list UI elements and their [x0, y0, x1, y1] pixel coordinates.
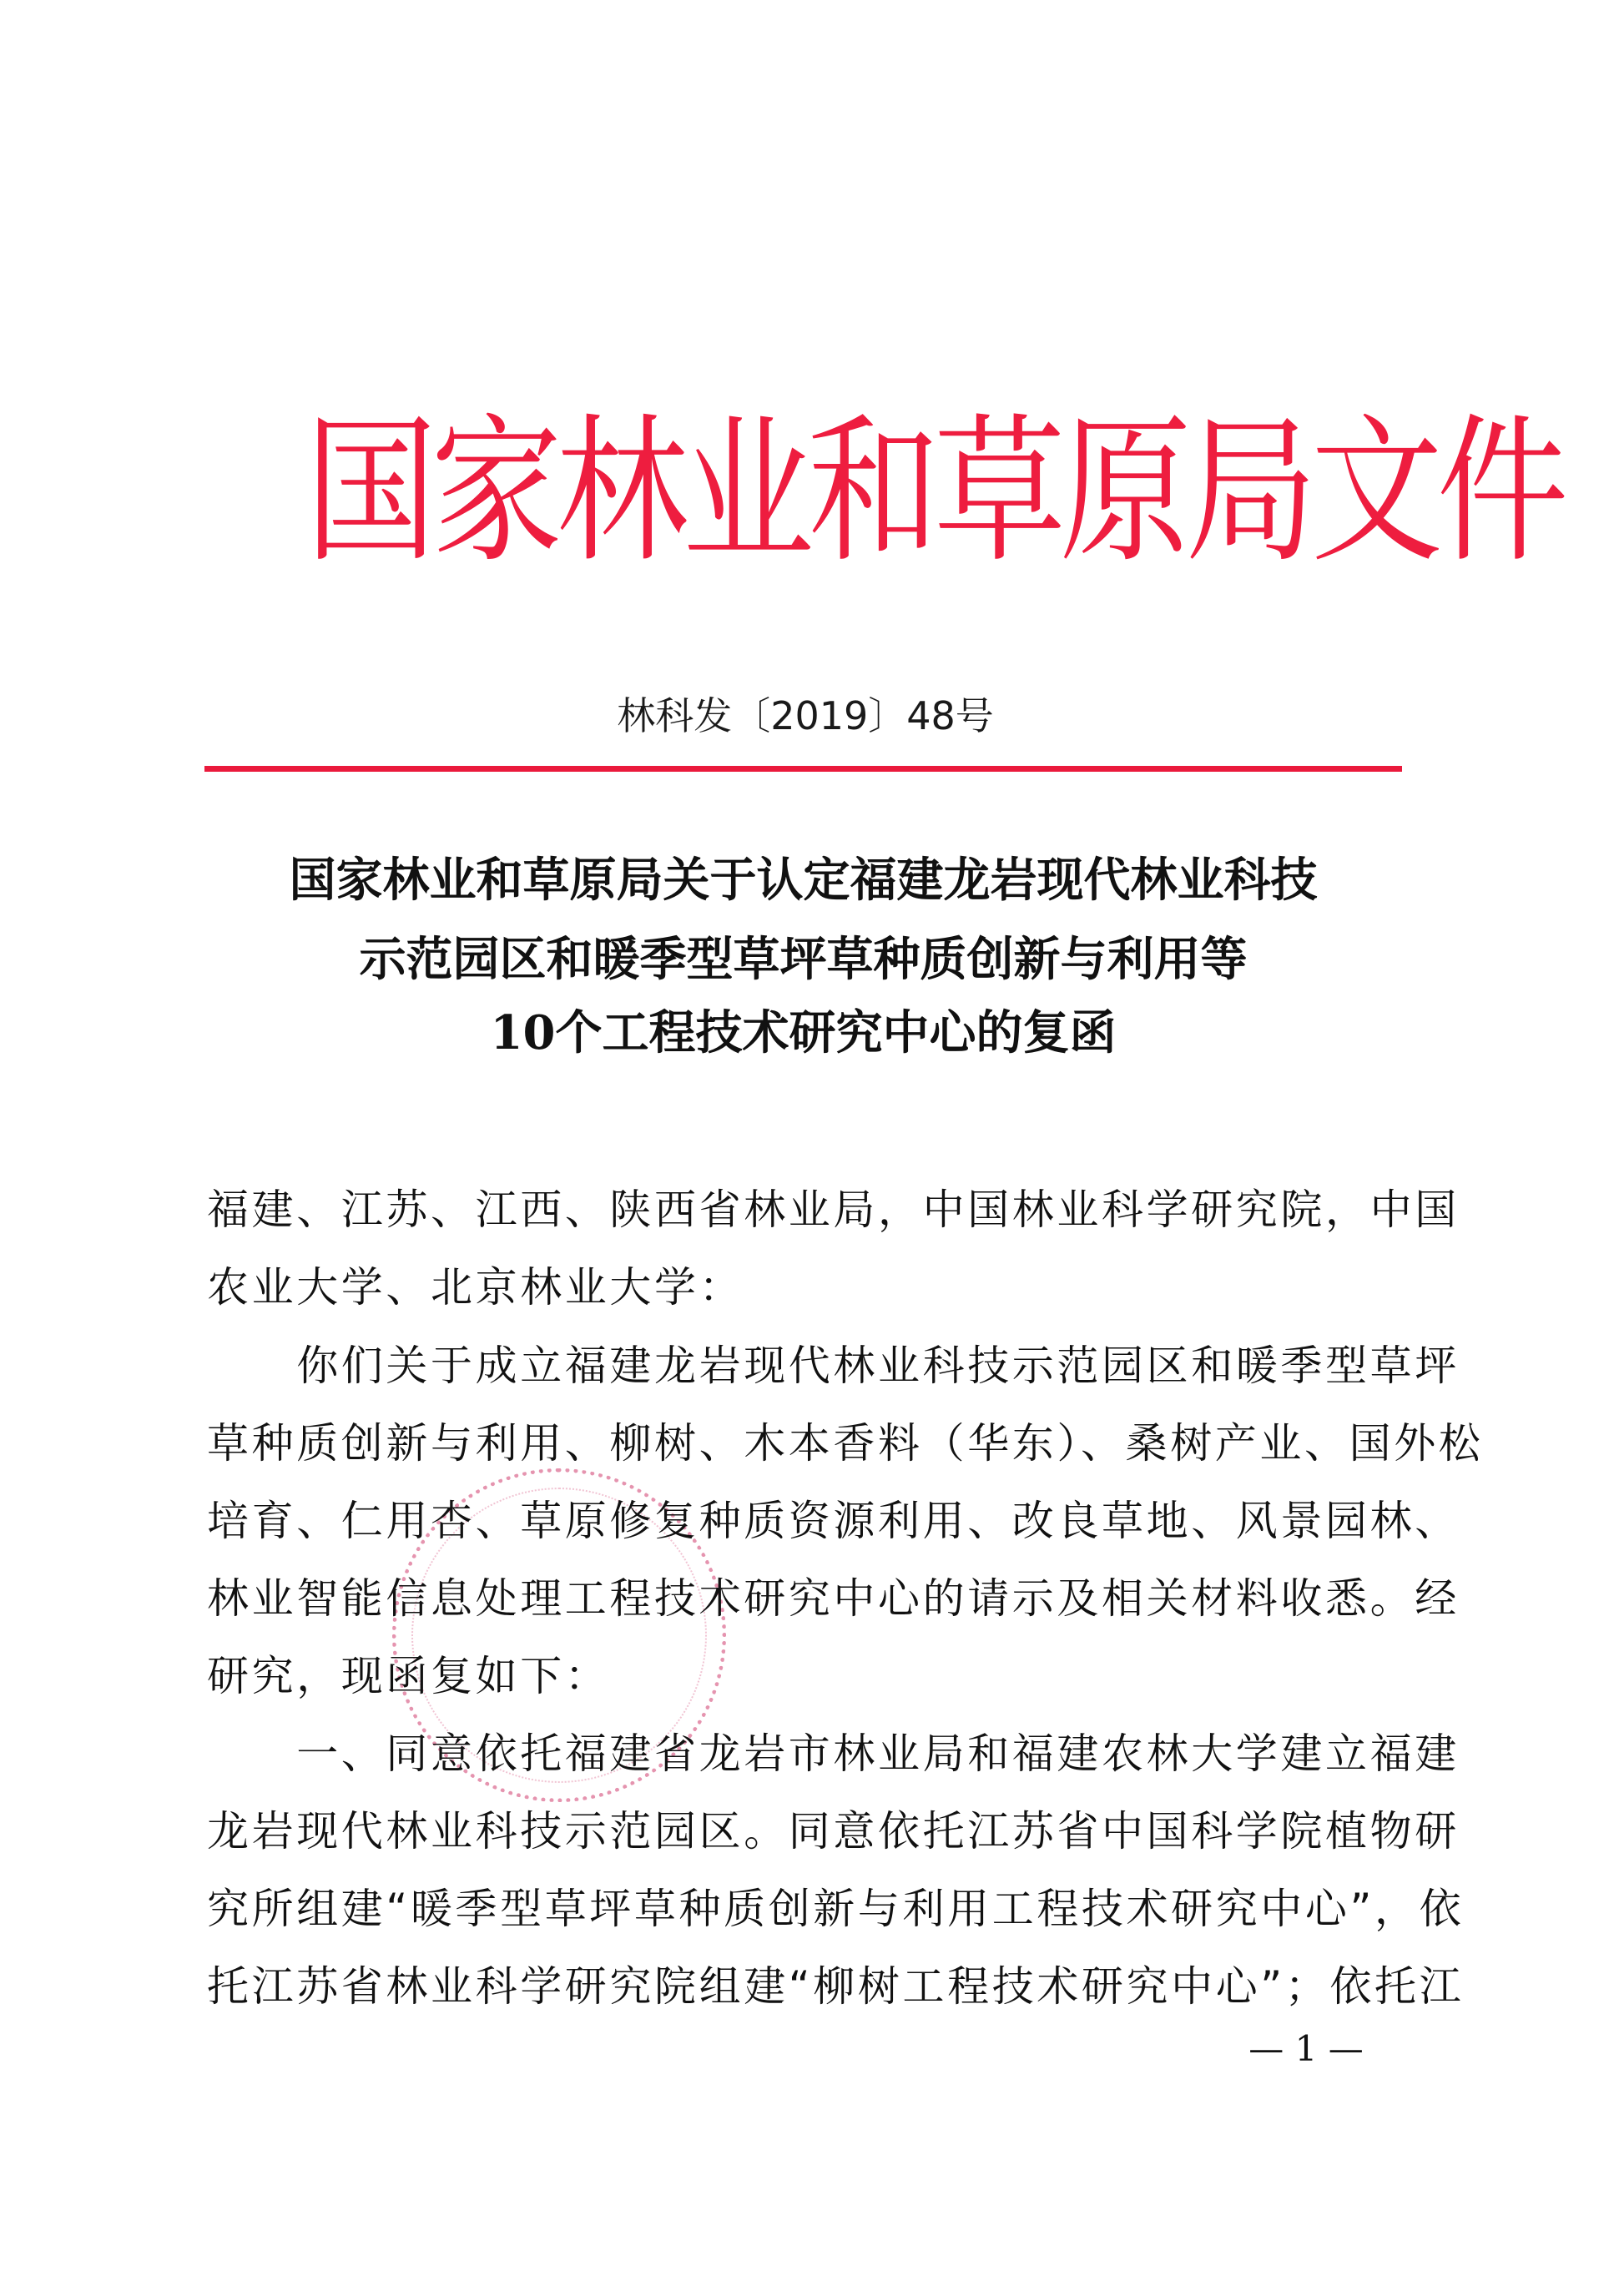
body-line-addressees-2: 农业大学、北京林业大学：: [207, 1263, 744, 1312]
red-divider-rule: [204, 766, 1402, 772]
page-number: — 1 —: [1248, 2028, 1364, 2069]
body-line: 研究，现函复如下：: [207, 1652, 610, 1700]
document-title-line-2: 示范园区和暖季型草坪草种质创新与利用等: [359, 932, 1248, 987]
document-title-line-1: 国家林业和草原局关于认定福建龙岩现代林业科技: [289, 853, 1318, 908]
body-line: 托江苏省林业科学研究院组建“柳树工程技术研究中心”；依托江: [207, 1962, 1465, 2011]
body-line: 一、同意依托福建省龙岩市林业局和福建农林大学建立福建: [207, 1730, 1460, 1778]
body-line: 林业智能信息处理工程技术研究中心的请示及相关材料收悉。经: [207, 1574, 1460, 1623]
document-number: 林科发〔2019〕48号: [617, 693, 994, 738]
body-line: 培育、仁用杏、草原修复种质资源利用、改良草地、风景园林、: [207, 1497, 1460, 1545]
body-line: 龙岩现代林业科技示范园区。同意依托江苏省中国科学院植物研: [207, 1807, 1460, 1855]
body-line: 你们关于成立福建龙岩现代林业科技示范园区和暖季型草坪: [207, 1342, 1460, 1390]
masthead-title: 国家林业和草原局文件: [305, 400, 1563, 585]
body-line-addressees-1: 福建、江苏、江西、陕西省林业局，中国林业科学研究院，中国: [207, 1186, 1460, 1234]
body-line: 草种质创新与利用、柳树、木本香料（华东）、桑树产业、国外松: [207, 1419, 1484, 1468]
document-title-line-3: 10个工程技术研究中心的复函: [490, 1005, 1117, 1060]
body-line: 究所组建“暖季型草坪草种质创新与利用工程技术研究中心”，依: [207, 1885, 1465, 1933]
